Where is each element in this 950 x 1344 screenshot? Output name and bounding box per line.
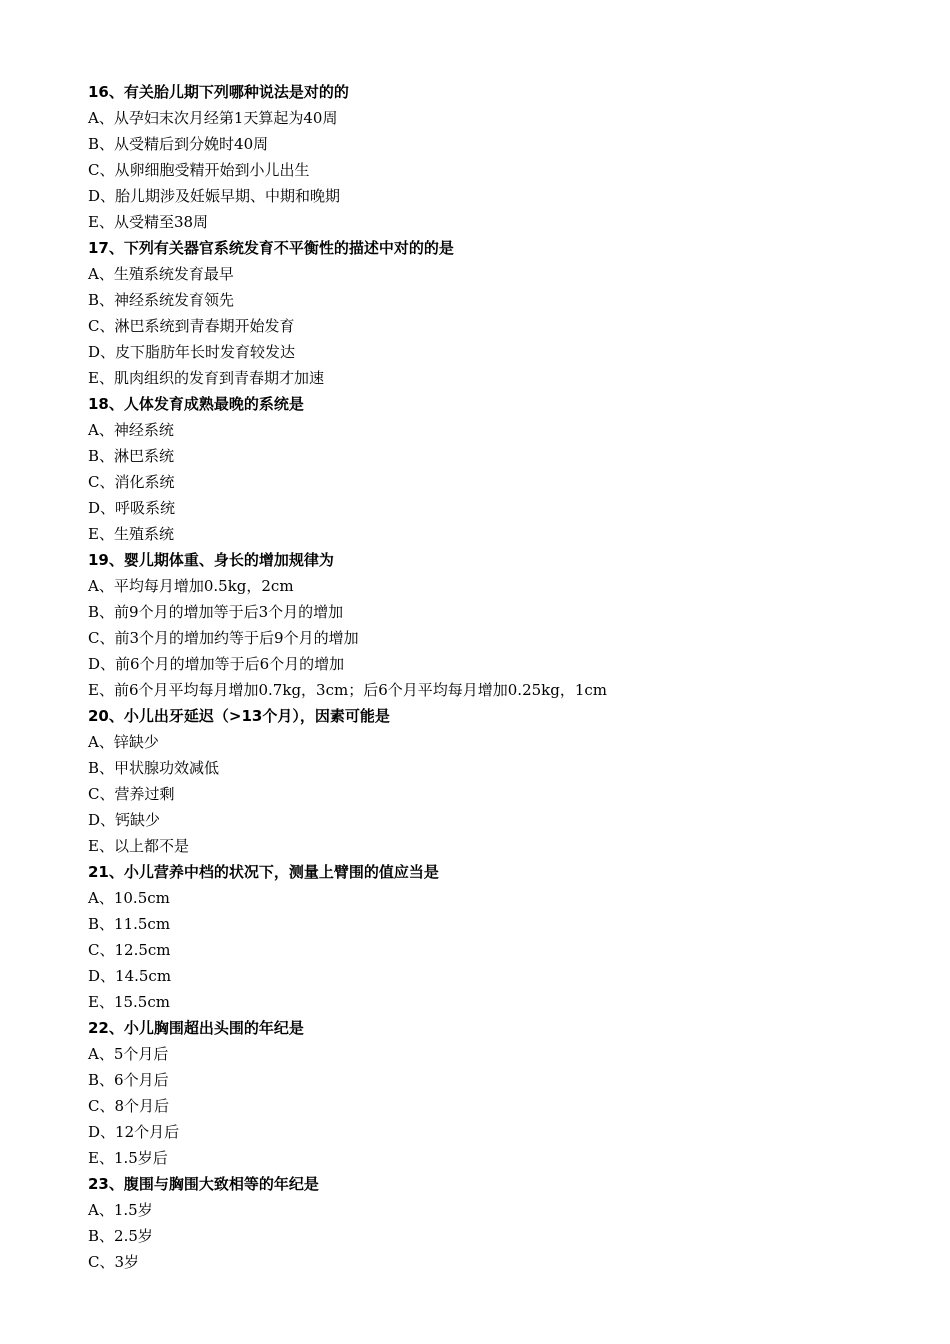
option-c: C、前3个月的增加约等于后9个月的增加 (88, 629, 359, 647)
option-d: D、12个月后 (88, 1123, 180, 1141)
option-c: C、淋巴系统到青春期开始发育 (88, 317, 295, 335)
option-d: D、前6个月的增加等于后6个月的增加 (88, 655, 345, 673)
option-b: B、6个月后 (88, 1071, 169, 1089)
option-d: D、呼吸系统 (88, 499, 176, 517)
option-c: C、营养过剩 (88, 785, 175, 803)
question-18 (88, 391, 908, 547)
question-23 (88, 1171, 908, 1275)
option-b: B、前9个月的增加等于后3个月的增加 (88, 603, 344, 621)
option-d: D、钙缺少 (88, 811, 161, 829)
option-c: C、3岁 (88, 1253, 140, 1271)
question-stem: 20、小儿出牙延迟（>13个月），因素可能是 (88, 707, 390, 725)
question-stem: 21、小儿营养中档的状况下，测量上臂围的值应当是 (88, 863, 439, 881)
option-c: C、从卵细胞受精开始到小儿出生 (88, 161, 310, 179)
question-stem: 19、婴儿期体重、身长的增加规律为 (88, 551, 334, 569)
option-c: C、12.5cm (88, 941, 171, 959)
option-a: A、平均每月增加0.5kg，2cm (88, 577, 294, 595)
option-e: E、1.5岁后 (88, 1149, 168, 1167)
option-a: A、生殖系统发育最早 (88, 265, 234, 283)
question-stem: 22、小儿胸围超出头围的年纪是 (88, 1019, 304, 1037)
option-b: B、甲状腺功效减低 (88, 759, 220, 777)
option-b: B、11.5cm (88, 915, 171, 933)
option-e: E、肌肉组织的发育到青春期才加速 (88, 369, 324, 387)
option-e: E、生殖系统 (88, 525, 174, 543)
document-page (88, 79, 908, 1275)
question-16 (88, 79, 908, 235)
question-stem: 17、下列有关器官系统发育不平衡性的描述中对的的是 (88, 239, 454, 257)
question-19 (88, 547, 908, 703)
option-b: B、从受精后到分娩时40周 (88, 135, 269, 153)
question-17 (88, 235, 908, 391)
option-b: B、2.5岁 (88, 1227, 153, 1245)
option-b: B、神经系统发育领先 (88, 291, 235, 309)
question-stem: 23、腹围与胸围大致相等的年纪是 (88, 1175, 319, 1193)
option-d: D、皮下脂肪年长时发育较发达 (88, 343, 296, 361)
question-21 (88, 859, 908, 1015)
option-a: A、5个月后 (88, 1045, 169, 1063)
option-a: A、从孕妇末次月经第1天算起为40周 (88, 109, 338, 127)
option-d: D、胎儿期涉及妊娠早期、中期和晚期 (88, 187, 341, 205)
option-a: A、神经系统 (88, 421, 174, 439)
option-c: C、8个月后 (88, 1097, 170, 1115)
option-c: C、消化系统 (88, 473, 175, 491)
option-a: A、锌缺少 (88, 733, 159, 751)
option-e: E、以上都不是 (88, 837, 189, 855)
option-b: B、淋巴系统 (88, 447, 175, 465)
question-stem: 16、有关胎儿期下列哪种说法是对的的 (88, 83, 349, 101)
question-22 (88, 1015, 908, 1171)
option-d: D、14.5cm (88, 967, 172, 985)
option-a: A、1.5岁 (88, 1201, 153, 1219)
option-a: A、10.5cm (88, 889, 170, 907)
question-stem: 18、人体发育成熟最晚的系统是 (88, 395, 304, 413)
option-e: E、前6个月平均每月增加0.7kg，3cm；后6个月平均每月增加0.25kg，1cm (88, 681, 608, 699)
option-e: E、从受精至38周 (88, 213, 209, 231)
option-e: E、15.5cm (88, 993, 170, 1011)
question-20 (88, 703, 908, 859)
